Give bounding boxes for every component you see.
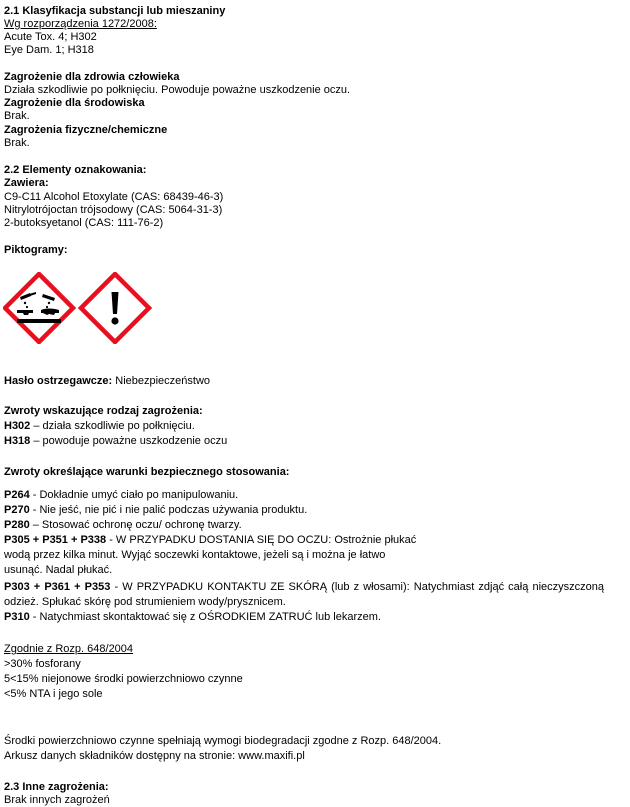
- hazard-statement: [4, 435, 227, 448]
- composition-line: <5% NTA i jego sole: [4, 688, 103, 700]
- statement-code: P280: [4, 519, 30, 531]
- physical-hazard-text: Brak.: [4, 137, 30, 149]
- statement-text: - Nie jeść, nie pić i nie palić podczas używania produktu.: [29, 504, 308, 516]
- other-hazards-text: Brak innych zagrożeń: [4, 794, 110, 806]
- ghs05-corrosion-icon: [5, 274, 73, 342]
- ingredient-line: 2-butoksyetanol (CAS: 111-76-2): [4, 217, 164, 229]
- statement-code: P270: [4, 504, 30, 516]
- statement-text: – powoduje poważne uszkodzenie oczu: [30, 435, 228, 447]
- pictograms-label: Piktogramy:: [4, 244, 68, 256]
- precautionary-statement: [4, 611, 381, 624]
- precautionary-statement: [4, 489, 238, 502]
- ingredient-line: C9-C11 Alcohol Etoxylate (CAS: 68439-46-3): [4, 191, 224, 203]
- data-sheet-note: Arkusz danych składników dostępny na stronie: www.maxifi.pl: [4, 750, 305, 762]
- biodegradation-note: Środki powierzchniowo czynne spełniają wymogi biodegradacji zgodne z Rozp. 648/2004.: [4, 735, 442, 747]
- precautionary-statement: [4, 504, 307, 517]
- environment-hazard-heading: Zagrożenie dla środowiska: [4, 97, 145, 109]
- regulation-648-heading: Zgodnie z Rozp. 648/2004: [4, 643, 134, 655]
- signal-word-value: Niebezpieczeństwo: [112, 375, 211, 387]
- statement-text: - Natychmiast skontaktować się z OŚRODKIEM ZATRUĆ lub lekarzem.: [29, 611, 381, 623]
- statement-code: P305 + P351 + P338: [4, 534, 107, 546]
- classification-line: Acute Tox. 4; H302: [4, 31, 97, 43]
- physical-hazard-heading: Zagrożenia fizyczne/chemiczne: [4, 124, 168, 136]
- statement-text: - W PRZYPADKU DOSTANIA SIĘ DO OCZU: Ostrożnie płukać: [106, 534, 417, 546]
- composition-line: 5<15% niejonowe środki powierzchniowo czynne: [4, 673, 243, 685]
- statement-continuation: usunąć. Nadal płukać.: [4, 564, 113, 576]
- statement-code: P303 + P361 + P353: [4, 581, 111, 593]
- statement-continuation: wodą przez kilka minut. Wyjąć soczewki kontaktowe, jeżeli są i można je łatwo: [4, 549, 386, 561]
- health-hazard-text: Działa szkodliwie po połknięciu. Powoduje poważne uszkodzenie oczu.: [4, 84, 351, 96]
- statement-text: – Stosować ochronę oczu/ ochronę twarzy.: [29, 519, 242, 531]
- contains-label: Zawiera:: [4, 177, 49, 189]
- section-2-2-heading: 2.2 Elementy oznakowania:: [4, 164, 147, 176]
- statement-code: H318: [4, 435, 31, 447]
- classification-line: Eye Dam. 1; H318: [4, 44, 94, 56]
- statement-text: – działa szkodliwie po połknięciu.: [30, 420, 195, 432]
- precautionary-statement: [4, 519, 242, 532]
- regulation-ref: Wg rozporządzenia 1272/2008:: [4, 18, 157, 30]
- composition-line: >30% fosforany: [4, 658, 81, 670]
- statement-text: - W PRZYPADKU KONTAKTU ZE SKÓRĄ (lub z włosami): Natychmiast zdjąć całą nieczyszczoną odzież. Spłukać skórę pod strumieniem wody/prysznicem.: [4, 581, 604, 608]
- section-2-1-heading: 2.1 Klasyfikacja substancji lub mieszaniny: [4, 5, 226, 17]
- statement-code: P264: [4, 489, 30, 501]
- ghs-pictograms: [3, 272, 153, 344]
- signal-word-line: [4, 375, 210, 388]
- ingredient-line: Nitrylotrójoctan trójsodowy (CAS: 5064-31-3): [4, 204, 223, 216]
- statement-text: - Dokładnie umyć ciało po manipulowaniu.: [29, 489, 239, 501]
- statement-code: P310: [4, 611, 30, 623]
- precautionary-statement: [4, 534, 416, 547]
- statement-code: H302: [4, 420, 31, 432]
- precautionary-statement: [4, 580, 604, 610]
- hazard-statements-heading: Zwroty wskazujące rodzaj zagrożenia:: [4, 405, 203, 417]
- precautionary-statements-heading: Zwroty określające warunki bezpiecznego stosowania:: [4, 466, 290, 478]
- environment-hazard-text: Brak.: [4, 110, 30, 122]
- ghs07-exclamation-icon: [81, 274, 149, 342]
- section-2-3-heading: 2.3 Inne zagrożenia:: [4, 781, 109, 793]
- hazard-statement: [4, 420, 195, 433]
- health-hazard-heading: Zagrożenie dla zdrowia człowieka: [4, 71, 180, 83]
- signal-word-label: Hasło ostrzegawcze:: [4, 375, 113, 387]
